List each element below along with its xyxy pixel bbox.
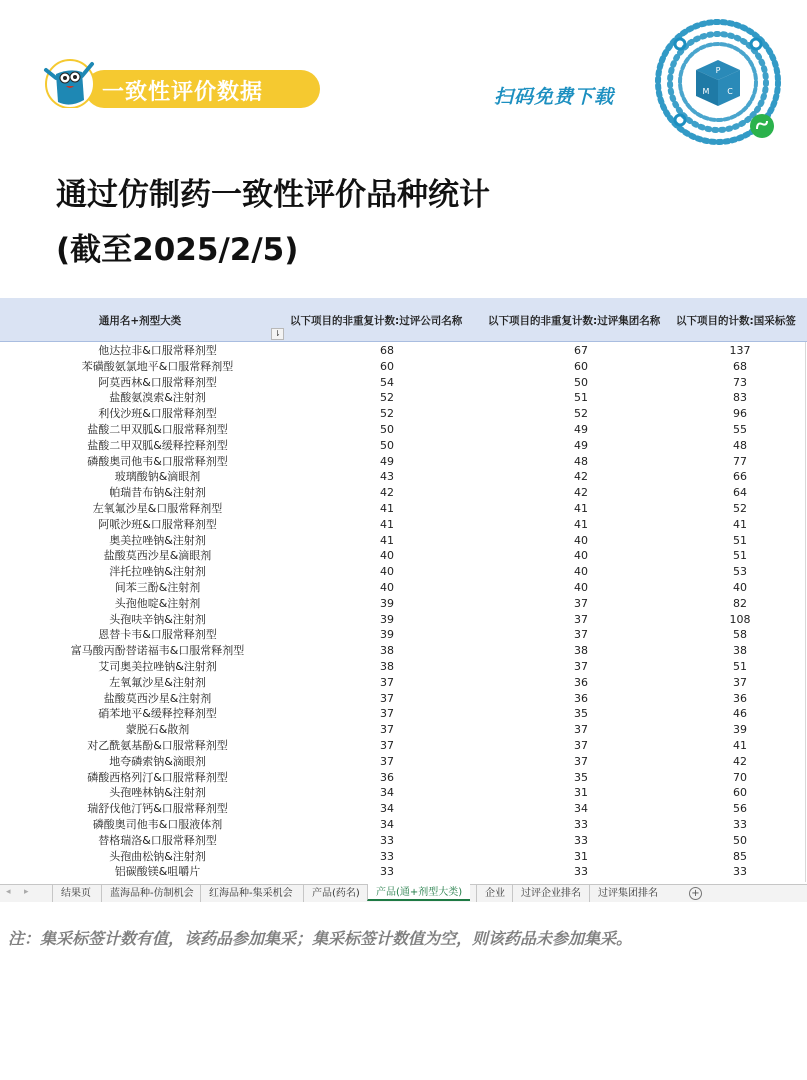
cell-group-count[interactable]: 37 <box>574 659 588 673</box>
cell-group-count[interactable]: 41 <box>574 517 588 531</box>
cell-drug-name[interactable]: 间苯三酚&注射剂 <box>114 580 201 594</box>
cell-vbp-count[interactable]: 64 <box>733 486 747 500</box>
cell-drug-name[interactable]: 恩替卡韦&口服常释剂型 <box>98 628 217 642</box>
cell-group-count[interactable]: 49 <box>574 422 588 436</box>
mascot-icon <box>40 56 104 108</box>
cell-vbp-count[interactable]: 68 <box>733 359 747 373</box>
pivot-table <box>0 298 807 902</box>
cell-group-count[interactable]: 31 <box>574 849 588 863</box>
cell-drug-name[interactable]: 铝碳酸镁&咀嚼片 <box>114 865 201 879</box>
cell-drug-name[interactable]: 磷酸奥司他韦&口服液体剂 <box>92 817 223 831</box>
cell-group-count[interactable]: 33 <box>574 833 588 847</box>
sheet-tab-company-rank[interactable]: 过评企业排名 <box>512 885 589 902</box>
table-body <box>0 343 807 880</box>
cell-group-count[interactable]: 34 <box>574 802 588 816</box>
cell-group-count[interactable]: 42 <box>574 470 588 484</box>
cell-group-count[interactable]: 49 <box>574 438 588 452</box>
cell-vbp-count[interactable]: 58 <box>733 628 747 642</box>
cell-vbp-count[interactable]: 33 <box>733 817 747 831</box>
table-row[interactable] <box>0 359 807 375</box>
sheet-tab-bar <box>0 884 807 902</box>
cell-group-count[interactable]: 40 <box>574 549 588 563</box>
cell-group-count[interactable]: 37 <box>574 596 588 610</box>
cell-company-count[interactable]: 68 <box>380 344 394 357</box>
table-row[interactable] <box>0 375 807 391</box>
tab-scroll-right-icon[interactable]: ▸ <box>24 887 29 897</box>
cell-vbp-count[interactable]: 42 <box>733 754 747 768</box>
cell-group-count[interactable]: 35 <box>574 770 588 784</box>
cell-vbp-count[interactable]: 53 <box>733 565 747 579</box>
table-header <box>0 298 807 342</box>
sheet-tab-company[interactable]: 企业 <box>476 885 513 902</box>
cell-vbp-count[interactable]: 50 <box>733 833 747 847</box>
table-row[interactable] <box>0 675 807 691</box>
cell-vbp-count[interactable]: 77 <box>733 454 747 468</box>
cell-group-count[interactable]: 37 <box>574 738 588 752</box>
sheet-tab-blue-ocean[interactable]: 蓝海品种-仿制机会 <box>101 885 202 902</box>
cell-drug-name[interactable]: 他达拉非&口服常释剂型 <box>98 344 217 357</box>
cell-vbp-count[interactable]: 85 <box>733 849 747 863</box>
cell-drug-name[interactable]: 苯磺酸氨氯地平&口服常释剂型 <box>81 359 234 373</box>
cell-vbp-count[interactable]: 83 <box>733 391 747 405</box>
cell-company-count[interactable]: 37 <box>380 707 394 721</box>
table-row[interactable] <box>0 864 807 880</box>
cell-drug-name[interactable]: 盐酸莫西沙星&注射剂 <box>103 691 212 705</box>
cell-company-count[interactable]: 37 <box>380 738 394 752</box>
cell-group-count[interactable]: 41 <box>574 501 588 515</box>
table-row[interactable] <box>0 738 807 754</box>
cell-group-count[interactable]: 37 <box>574 612 588 626</box>
table-row[interactable] <box>0 533 807 549</box>
cell-company-count[interactable]: 41 <box>380 517 394 531</box>
cell-group-count[interactable]: 50 <box>574 375 588 389</box>
cell-company-count[interactable]: 41 <box>380 501 394 515</box>
table-row[interactable] <box>0 501 807 517</box>
cell-drug-name[interactable]: 盐酸莫西沙星&滴眼剂 <box>103 549 212 563</box>
cell-group-count[interactable]: 33 <box>574 817 588 831</box>
svg-text:C: C <box>727 87 733 96</box>
cell-group-count[interactable]: 36 <box>574 675 588 689</box>
cell-company-count[interactable]: 52 <box>380 407 394 421</box>
sheet-tab-red-ocean[interactable]: 红海品种-集采机会 <box>200 885 301 902</box>
table-row[interactable] <box>0 833 807 849</box>
table-row[interactable] <box>0 564 807 580</box>
cell-vbp-count[interactable]: 41 <box>733 517 747 531</box>
cell-vbp-count[interactable]: 56 <box>733 802 747 816</box>
table-row[interactable] <box>0 422 807 438</box>
table-row[interactable] <box>0 801 807 817</box>
cell-vbp-count[interactable]: 38 <box>733 644 747 658</box>
table-row[interactable] <box>0 517 807 533</box>
table-row[interactable] <box>0 469 807 485</box>
cell-company-count[interactable]: 37 <box>380 723 394 737</box>
cell-drug-name[interactable]: 地夸磷索钠&滴眼剂 <box>109 754 206 768</box>
cell-drug-name[interactable]: 左氧氟沙星&注射剂 <box>109 675 206 689</box>
table-row[interactable] <box>0 438 807 454</box>
cell-group-count[interactable]: 60 <box>574 359 588 373</box>
cell-company-count[interactable]: 52 <box>380 391 394 405</box>
cell-drug-name[interactable]: 头孢曲松钠&注射剂 <box>109 849 206 863</box>
table-row[interactable] <box>0 596 807 612</box>
cell-company-count[interactable]: 50 <box>380 438 394 452</box>
table-row[interactable] <box>0 849 807 865</box>
column-header-group-count[interactable]: 以下项目的非重复计数:过评集团名称 <box>488 314 661 327</box>
cell-vbp-count[interactable]: 39 <box>733 723 747 737</box>
cell-company-count[interactable]: 33 <box>380 849 394 863</box>
cell-company-count[interactable]: 43 <box>380 470 394 484</box>
column-header-company-count[interactable]: 以下项目的非重复计数:过评公司名称 <box>290 314 463 327</box>
mini-program-icon <box>750 114 774 138</box>
column-header-drug-name[interactable]: 通用名+剂型大类 <box>98 314 182 327</box>
cell-vbp-count[interactable]: 51 <box>733 659 747 673</box>
cell-group-count[interactable]: 48 <box>574 454 588 468</box>
cell-company-count[interactable]: 36 <box>380 770 394 784</box>
cell-vbp-count[interactable]: 33 <box>733 865 747 879</box>
cell-drug-name[interactable]: 帕瑞昔布钠&注射剂 <box>109 486 206 500</box>
cell-company-count[interactable]: 42 <box>380 486 394 500</box>
cell-group-count[interactable]: 36 <box>574 691 588 705</box>
cell-company-count[interactable]: 40 <box>380 580 394 594</box>
cell-vbp-count[interactable]: 82 <box>733 596 747 610</box>
cell-group-count[interactable]: 51 <box>574 391 588 405</box>
cell-vbp-count[interactable]: 51 <box>733 533 747 547</box>
cell-company-count[interactable]: 60 <box>380 359 394 373</box>
cell-vbp-count[interactable]: 55 <box>733 422 747 436</box>
cell-drug-name[interactable]: 利伐沙班&口服常释剂型 <box>98 407 217 421</box>
cell-company-count[interactable]: 50 <box>380 422 394 436</box>
cell-drug-name[interactable]: 艾司奥美拉唑钠&注射剂 <box>98 659 217 673</box>
table-row[interactable] <box>0 770 807 786</box>
cell-drug-name[interactable]: 替格瑞洛&口服常释剂型 <box>98 833 217 847</box>
table-row[interactable] <box>0 580 807 596</box>
table-row[interactable] <box>0 722 807 738</box>
cell-drug-name[interactable]: 头孢唑林钠&注射剂 <box>109 786 206 800</box>
table-row[interactable] <box>0 454 807 470</box>
cell-drug-name[interactable]: 盐酸二甲双胍&口服常释剂型 <box>87 422 228 436</box>
cell-group-count[interactable]: 40 <box>574 533 588 547</box>
cell-drug-name[interactable]: 磷酸西格列汀&口服常释剂型 <box>87 770 228 784</box>
cell-group-count[interactable]: 52 <box>574 407 588 421</box>
cell-vbp-count[interactable]: 41 <box>733 738 747 752</box>
cell-drug-name[interactable]: 盐酸二甲双胍&缓释控释剂型 <box>87 438 228 452</box>
cell-company-count[interactable]: 33 <box>380 833 394 847</box>
cell-drug-name[interactable]: 左氧氟沙星&口服常释剂型 <box>92 501 223 515</box>
sheet-tab-group-rank[interactable]: 过评集团排名 <box>589 885 666 902</box>
cell-group-count[interactable]: 40 <box>574 565 588 579</box>
pmc-cube-logo <box>696 60 740 106</box>
cell-group-count[interactable]: 40 <box>574 580 588 594</box>
cell-group-count[interactable]: 33 <box>574 865 588 879</box>
cell-drug-name[interactable]: 瑞舒伐他汀钙&口服常释剂型 <box>87 802 228 816</box>
cell-group-count[interactable]: 37 <box>574 723 588 737</box>
cell-company-count[interactable]: 38 <box>380 659 394 673</box>
column-header-vbp-count[interactable]: 以下项目的计数:国采标签 <box>676 314 796 327</box>
cell-company-count[interactable]: 34 <box>380 817 394 831</box>
table-row[interactable] <box>0 691 807 707</box>
cell-company-count[interactable]: 34 <box>380 786 394 800</box>
cell-company-count[interactable]: 37 <box>380 675 394 689</box>
cell-company-count[interactable]: 40 <box>380 549 394 563</box>
cell-vbp-count[interactable]: 52 <box>733 501 747 515</box>
cell-company-count[interactable]: 37 <box>380 691 394 705</box>
table-row[interactable] <box>0 754 807 770</box>
cell-company-count[interactable]: 33 <box>380 865 394 879</box>
cell-vbp-count[interactable]: 46 <box>733 707 747 721</box>
cell-vbp-count[interactable]: 37 <box>733 675 747 689</box>
cell-vbp-count[interactable]: 66 <box>733 470 747 484</box>
cell-drug-name[interactable]: 盐酸氨溴索&注射剂 <box>109 391 206 405</box>
cell-group-count[interactable]: 37 <box>574 754 588 768</box>
sheet-tab-product-dosage[interactable]: 产品(通+剂型大类) <box>367 884 470 901</box>
table-row[interactable] <box>0 785 807 801</box>
cell-drug-name[interactable]: 富马酸丙酚替诺福韦&口服常释剂型 <box>70 644 245 658</box>
sheet-tab-product-name[interactable]: 产品(药名) <box>303 885 368 902</box>
table-row[interactable] <box>0 548 807 564</box>
cell-vbp-count[interactable]: 70 <box>733 770 747 784</box>
page-title: 通过仿制药一致性评价品种统计 <box>56 177 490 213</box>
table-row[interactable] <box>0 390 807 406</box>
cell-drug-name[interactable]: 头孢他啶&注射剂 <box>114 596 201 610</box>
cell-vbp-count[interactable]: 48 <box>733 438 747 452</box>
cell-company-count[interactable]: 38 <box>380 644 394 658</box>
cell-group-count[interactable]: 67 <box>574 344 588 357</box>
cell-group-count[interactable]: 38 <box>574 644 588 658</box>
footnote: 注：集采标签计数有值，该药品参加集采；集采标签计数值为空，则该药品未参加集采。 <box>8 929 633 948</box>
cell-drug-name[interactable]: 硝苯地平&缓释控释剂型 <box>98 707 217 721</box>
cell-company-count[interactable]: 54 <box>380 375 394 389</box>
cell-company-count[interactable]: 39 <box>380 628 394 642</box>
table-row[interactable] <box>0 627 807 643</box>
cell-vbp-count[interactable]: 96 <box>733 407 747 421</box>
cell-drug-name[interactable]: 蒙脱石&散剂 <box>125 723 190 737</box>
table-row[interactable] <box>0 706 807 722</box>
scan-download-label: 扫码免费下载 <box>494 86 615 108</box>
cell-group-count[interactable]: 37 <box>574 628 588 642</box>
cell-company-count[interactable]: 37 <box>380 754 394 768</box>
svg-text:M: M <box>702 87 710 96</box>
brand-label: 一致性评价数据 <box>102 80 264 105</box>
table-row[interactable] <box>0 406 807 422</box>
cell-vbp-count[interactable]: 36 <box>733 691 747 705</box>
cell-vbp-count[interactable]: 73 <box>733 375 747 389</box>
cell-company-count[interactable]: 34 <box>380 802 394 816</box>
table-row[interactable] <box>0 485 807 501</box>
cell-drug-name[interactable]: 磷酸奥司他韦&口服常释剂型 <box>87 454 228 468</box>
cell-drug-name[interactable]: 头孢呋辛钠&注射剂 <box>109 612 206 626</box>
qr-code-icon[interactable] <box>648 12 788 152</box>
cell-vbp-count[interactable]: 60 <box>733 786 747 800</box>
table-row[interactable] <box>0 643 807 659</box>
cell-group-count[interactable]: 35 <box>574 707 588 721</box>
cell-vbp-count[interactable]: 137 <box>729 344 751 357</box>
cell-drug-name[interactable]: 玻璃酸钠&滴眼剂 <box>114 470 201 484</box>
cell-group-count[interactable]: 42 <box>574 486 588 500</box>
table-row[interactable] <box>0 817 807 833</box>
cell-vbp-count[interactable]: 108 <box>729 612 751 626</box>
cell-company-count[interactable]: 49 <box>380 454 394 468</box>
table-row[interactable] <box>0 343 807 359</box>
cell-company-count[interactable]: 40 <box>380 565 394 579</box>
tab-scroll-left-icon[interactable]: ◂ <box>6 887 11 897</box>
filter-dropdown-icon[interactable]: ⇂ <box>271 328 284 340</box>
cell-company-count[interactable]: 41 <box>380 533 394 547</box>
cell-group-count[interactable]: 31 <box>574 786 588 800</box>
sheet-tab-results[interactable]: 结果页 <box>52 885 99 902</box>
cell-drug-name[interactable]: 泮托拉唑钠&注射剂 <box>109 565 206 579</box>
cell-drug-name[interactable]: 对乙酰氨基酚&口服常释剂型 <box>87 738 228 752</box>
cell-vbp-count[interactable]: 40 <box>733 580 747 594</box>
cell-vbp-count[interactable]: 51 <box>733 549 747 563</box>
cell-drug-name[interactable]: 阿莫西林&口服常释剂型 <box>98 375 217 389</box>
table-row[interactable] <box>0 612 807 628</box>
add-sheet-button[interactable]: + <box>689 887 702 900</box>
cell-drug-name[interactable]: 奥美拉唑钠&注射剂 <box>109 533 206 547</box>
page-subtitle: (截至2025/2/5) <box>56 232 299 268</box>
cell-company-count[interactable]: 39 <box>380 596 394 610</box>
cell-drug-name[interactable]: 阿哌沙班&口服常释剂型 <box>98 517 217 531</box>
table-row[interactable] <box>0 659 807 675</box>
cell-company-count[interactable]: 39 <box>380 612 394 626</box>
svg-text:P: P <box>715 66 721 75</box>
